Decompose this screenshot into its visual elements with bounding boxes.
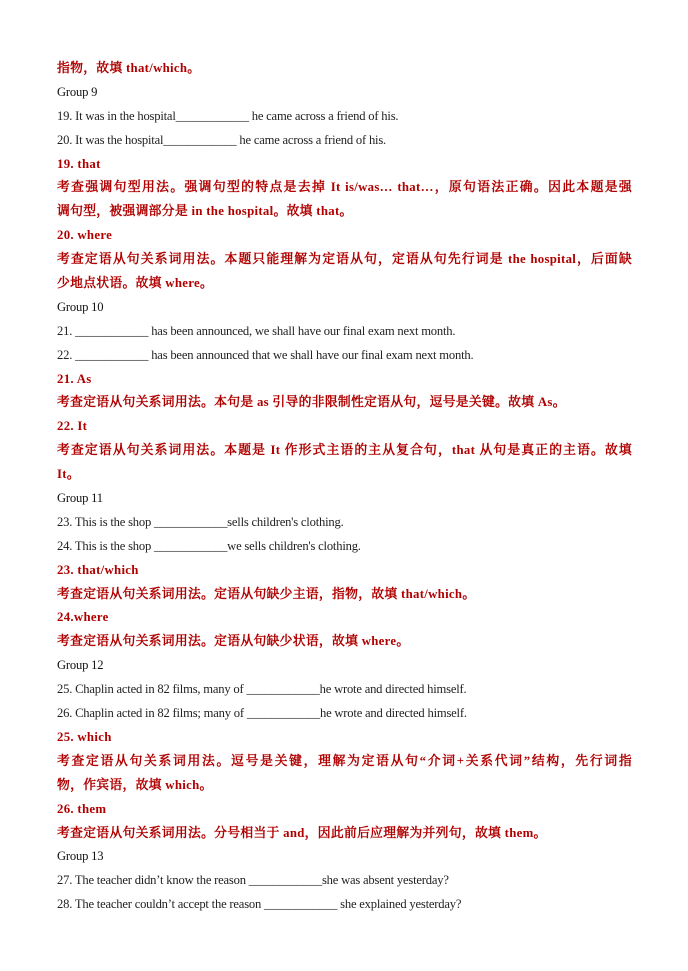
answer-explanation-line: 24.where bbox=[57, 610, 109, 625]
answer-explanation-line: 考查定语从句关系词用法。分号相当于 and，因此前后应理解为并列句，故填 them。 bbox=[57, 825, 547, 840]
answer-explanation-line: 考查定语从句关系词用法。定语从句缺少主语，指物，故填 that/which。 bbox=[57, 586, 476, 601]
answer-explanation-line: 考查定语从句关系词用法。本题是 It 作形式主语的主从复合句，that 从句是真正的主语。故填 bbox=[57, 443, 632, 458]
question-line: 21. ____________ has been announced, we shall have our final exam next month. bbox=[57, 323, 456, 338]
answer-explanation-line: 考查定语从句关系词用法。逗号是关键，理解为定语从句“介词+关系代词”结构，先行词指 bbox=[57, 753, 632, 768]
answer-explanation-line: It。 bbox=[57, 467, 80, 482]
answer-explanation-line: 考查定语从句关系词用法。本句是 as 引导的非限制性定语从句，逗号是关键。故填 As。 bbox=[57, 395, 566, 410]
document-page bbox=[57, 57, 632, 917]
question-line: 19. It was in the hospital____________ he came across a friend of his. bbox=[57, 108, 399, 123]
question-line: 26. Chaplin acted in 82 films; many of ____________he wrote and directed himself. bbox=[57, 706, 467, 721]
question-line: 28. The teacher couldn’t accept the reason ____________ she explained yesterday? bbox=[57, 897, 462, 912]
answer-explanation-line: 19. that bbox=[57, 156, 101, 171]
question-line: 27. The teacher didn’t know the reason ____________she was absent yesterday? bbox=[57, 873, 449, 888]
question-line: 24. This is the shop ____________we sells children's clothing. bbox=[57, 538, 361, 553]
question-line: 20. It was the hospital____________ he came across a friend of his. bbox=[57, 132, 386, 147]
answer-explanation-line: 指物，故填 that/which。 bbox=[57, 61, 201, 75]
group-heading: Group 12 bbox=[57, 658, 104, 673]
answer-explanation-line: 21. As bbox=[57, 371, 92, 386]
answer-explanation-line: 考查定语从句关系词用法。定语从句缺少状语，故填 where。 bbox=[57, 634, 410, 649]
answer-explanation-line: 调句型，被强调部分是 in the hospital。故填 that。 bbox=[57, 204, 353, 219]
answer-explanation-line: 23. that/which bbox=[57, 562, 139, 577]
question-line: 25. Chaplin acted in 82 films, many of ____________he wrote and directed himself. bbox=[57, 682, 467, 697]
group-heading: Group 10 bbox=[57, 299, 104, 314]
group-heading: Group 11 bbox=[57, 491, 103, 506]
answer-explanation-line: 物，作宾语，故填 which。 bbox=[57, 777, 213, 792]
answer-explanation-line: 20. where bbox=[57, 228, 113, 243]
question-line: 22. ____________ has been announced that we shall have our final exam next month. bbox=[57, 347, 474, 362]
answer-explanation-line: 考查定语从句关系词用法。本题只能理解为定语从句，定语从句先行词是 the hospital，后面缺 bbox=[57, 252, 632, 267]
group-heading: Group 9 bbox=[57, 84, 98, 99]
answer-explanation-line: 少地点状语。故填 where。 bbox=[57, 276, 214, 291]
question-line: 23. This is the shop ____________sells children's clothing. bbox=[57, 514, 344, 529]
answer-explanation-line: 考查强调句型用法。强调句型的特点是去掉 It is/was… that…，原句语法正确。因此本题是强 bbox=[57, 180, 632, 195]
answer-explanation-line: 25. which bbox=[57, 729, 112, 744]
group-heading: Group 13 bbox=[57, 849, 104, 864]
answer-explanation-line: 26. them bbox=[57, 801, 107, 816]
answer-explanation-line: 22. It bbox=[57, 419, 88, 434]
